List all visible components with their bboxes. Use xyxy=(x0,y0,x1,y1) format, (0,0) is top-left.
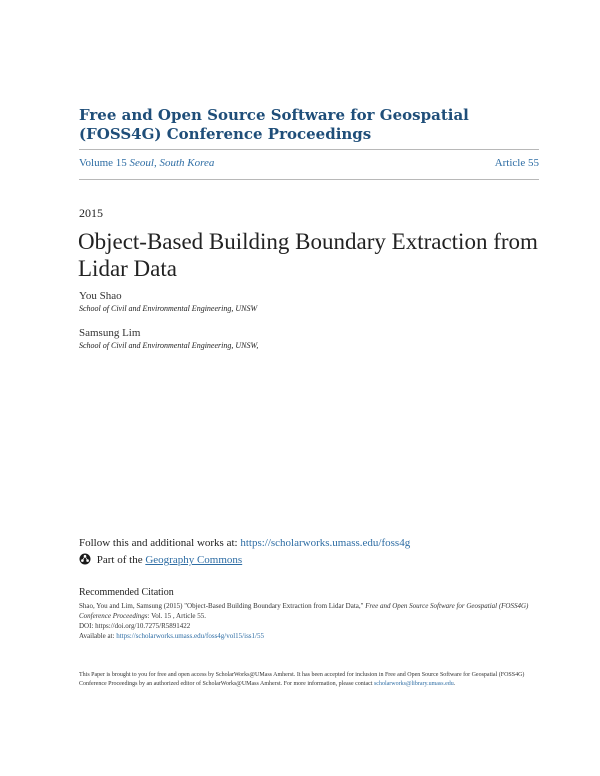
paper-title: Object-Based Building Boundary Extraction from Lidar Data xyxy=(78,229,538,281)
citation-doi: DOI: https://doi.org/10.7275/R5891422 xyxy=(79,622,191,630)
citation-block xyxy=(79,601,529,641)
follow-label: Follow this and additional works at: xyxy=(79,537,238,549)
geography-commons-link[interactable]: Geography Commons xyxy=(145,554,243,566)
available-link[interactable]: https://scholarworks.umass.edu/foss4g/vol15/iss1/55 xyxy=(116,632,264,640)
author-name: Samsung Lim xyxy=(79,327,141,339)
article-number[interactable]: Article 55 xyxy=(494,157,539,169)
author-affiliation: School of Civil and Environmental Engineering, UNSW, xyxy=(79,341,259,350)
citation-text: Shao, You and Lim, Samsung (2015) "Object-Based Building Boundary Extraction from Lidar Data," xyxy=(79,602,364,610)
author-block xyxy=(79,289,539,315)
author-block xyxy=(79,326,539,352)
contact-email-link[interactable]: scholarworks@library.umass.edu xyxy=(373,681,454,687)
series-title[interactable]: Free and Open Source Software for Geospatial (FOSS4G) Conference Proceedings xyxy=(79,106,469,143)
citation-heading: Recommended Citation xyxy=(79,587,174,598)
follow-line xyxy=(79,537,410,549)
commons-network-icon xyxy=(79,553,91,565)
volume-info[interactable] xyxy=(79,157,214,169)
volume-label: Volume 15 xyxy=(79,157,127,169)
volume-row xyxy=(79,157,539,173)
divider-mid xyxy=(79,179,539,180)
available-label: Available at: xyxy=(79,632,115,640)
access-notice-text: This Paper is brought to you for free and open access by ScholarWorks@UMass Amherst. It has been accepted for inclusion in Free and Open Source Software for Geospatial (FOSS4G) Conference Proceedings by an authorized editor of ScholarWorks@UMass Amherst. For more information, please contact xyxy=(79,672,525,687)
available-line xyxy=(79,632,264,640)
access-notice xyxy=(79,671,529,689)
divider-top xyxy=(79,149,539,150)
citation-volume: : Vol. 15 , Article 55. xyxy=(147,612,206,620)
follow-link[interactable]: https://scholarworks.umass.edu/foss4g xyxy=(240,537,411,549)
author-affiliation: School of Civil and Environmental Engineering, UNSW xyxy=(79,304,258,313)
publication-year: 2015 xyxy=(79,206,103,220)
part-of-line xyxy=(79,553,242,566)
volume-location: Seoul, South Korea xyxy=(129,157,215,169)
part-of-label: Part of the xyxy=(96,554,143,566)
citation-journal: Free and Open Source Software for Geospatial (FOSS4G) Conference Proceedings xyxy=(79,602,529,620)
access-notice-end: . xyxy=(453,681,456,687)
author-name: You Shao xyxy=(79,290,122,302)
